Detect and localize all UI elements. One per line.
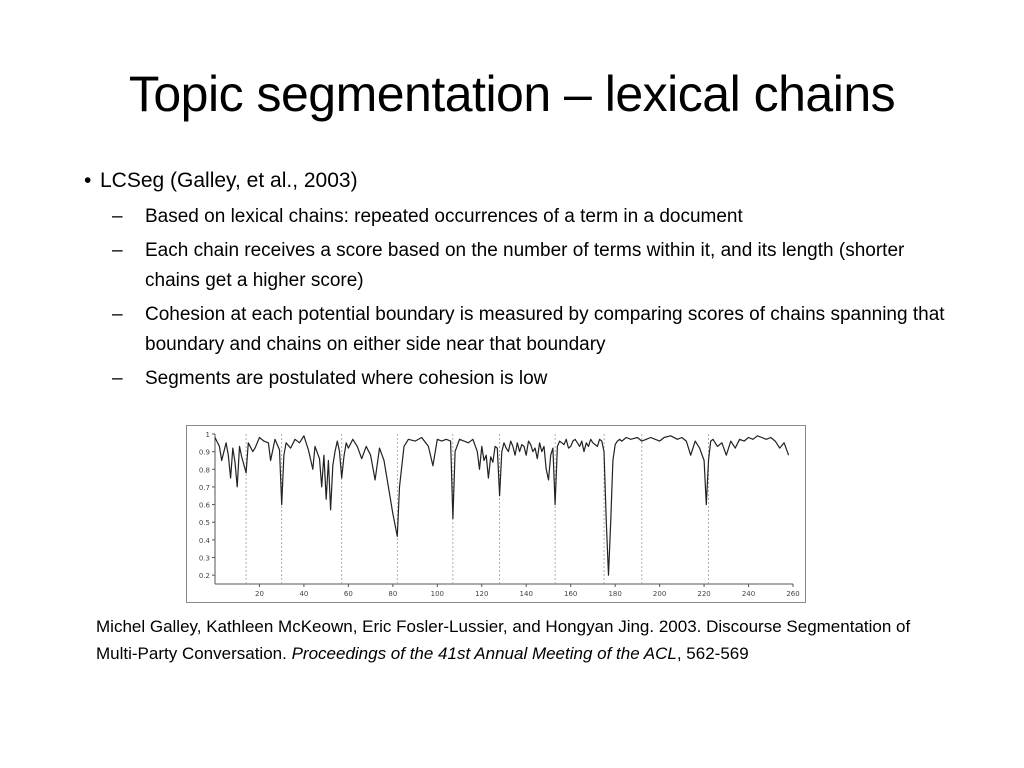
x-tick-label: 80: [388, 590, 398, 598]
x-tick-label: 260: [786, 590, 800, 598]
dash-marker: –: [112, 240, 123, 261]
citation-authors: Michel Galley, Kathleen McKeown, Eric Fosler-Lussier, and Hongyan Jing. 2003. Discourse Segmentation of Multi-Party Conversation.: [96, 617, 911, 663]
sub-bullet-item: [84, 300, 964, 360]
bullet-text: LCSeg (Galley, et al., 2003): [100, 169, 358, 192]
x-tick-label: 240: [741, 590, 756, 598]
sub-bullet-text: Cohesion at each potential boundary is measured by comparing scores of chains spanning that boundary and chains on either side near that boundary: [145, 304, 945, 355]
bullet-item-lcseg: [84, 166, 964, 196]
sub-bullet-item: [84, 236, 964, 296]
bullet-marker: •: [84, 169, 92, 192]
citation: [96, 613, 926, 667]
y-tick-label: 0.3: [198, 554, 210, 563]
y-tick-label: 0.6: [198, 501, 210, 510]
bullet-list: [84, 166, 964, 394]
y-tick-label: 0.9: [198, 448, 210, 457]
dash-marker: –: [112, 206, 123, 227]
y-tick-label: 0.5: [198, 519, 210, 528]
x-tick-label: 220: [697, 590, 711, 598]
y-tick-label: 0.7: [198, 483, 210, 492]
x-tick-label: 140: [519, 590, 533, 598]
cohesion-chart: [186, 425, 806, 603]
y-tick-label: 1: [205, 431, 210, 439]
cohesion-chart-svg: [187, 426, 805, 602]
x-tick-label: 160: [564, 590, 578, 598]
y-tick-label: 0.2: [198, 572, 210, 581]
citation-venue: Proceedings of the 41st Annual Meeting of the ACL: [291, 644, 677, 663]
dash-marker: –: [112, 304, 123, 325]
x-tick-label: 180: [608, 590, 622, 598]
x-tick-label: 60: [343, 590, 353, 598]
sub-bullet-text: Each chain receives a score based on the number of terms within it, and its length (shorter chains get a higher score): [145, 240, 905, 291]
y-tick-label: 0.8: [198, 466, 210, 475]
sub-bullet-text: Segments are postulated where cohesion is low: [145, 368, 548, 389]
x-tick-label: 20: [255, 590, 264, 598]
sub-bullet-text: Based on lexical chains: repeated occurrences of a term in a document: [145, 206, 743, 227]
y-tick-label: 0.4: [198, 536, 210, 545]
x-tick-label: 120: [475, 590, 489, 598]
slide-title: Topic segmentation – lexical chains: [128, 66, 896, 122]
x-tick-label: 100: [430, 590, 444, 598]
cohesion-series-line: [215, 436, 789, 575]
dash-marker: –: [112, 368, 123, 389]
sub-bullet-list: [84, 202, 964, 394]
x-tick-label: 40: [299, 590, 309, 598]
sub-bullet-item: [84, 364, 964, 394]
citation-pages: , 562-569: [676, 644, 749, 663]
x-tick-label: 200: [652, 590, 667, 598]
sub-bullet-item: [84, 202, 964, 232]
